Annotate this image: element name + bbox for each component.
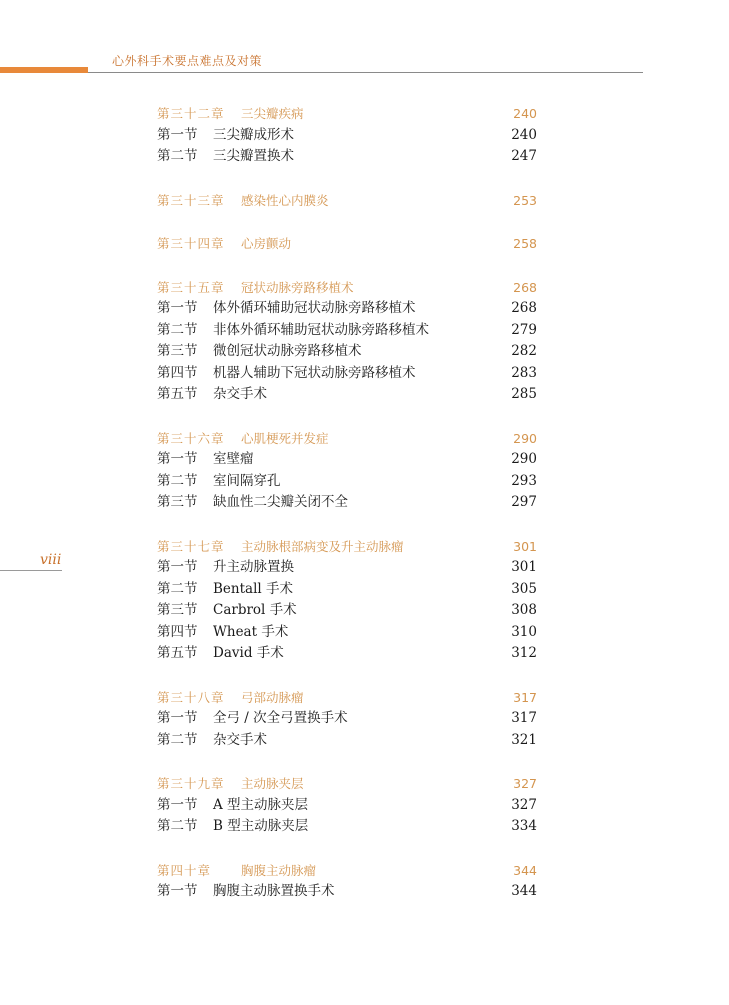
chapter-title: 心肌梗死并发症 [241, 430, 329, 446]
section-title: 机器人辅助下冠状动脉旁路移植术 [213, 364, 416, 381]
section-page: 327 [511, 796, 537, 813]
section-num: 第五节 [157, 645, 198, 661]
toc-chapter-entry[interactable] [157, 277, 537, 299]
chapter-title: 冠状动脉旁路移植术 [241, 279, 354, 295]
section-title: 非体外循环辅助冠状动脉旁路移植术 [213, 321, 429, 338]
toc-section-entry[interactable] [157, 320, 537, 342]
chapter-title: 胸腹主动脉瘤 [241, 862, 317, 878]
chapter-page: 327 [513, 776, 537, 791]
section-num: 第三节 [157, 494, 198, 510]
section-page: 282 [511, 343, 537, 359]
section-title: 三尖瓣成形术 [213, 126, 294, 143]
chapter-num: 第三十七章 [157, 538, 225, 554]
toc-section-entry[interactable] [157, 622, 537, 644]
chapter-num: 第三十二章 [157, 106, 225, 121]
section-num: 第三节 [157, 343, 198, 359]
section-title: David 手术 [213, 645, 284, 661]
section-title: B 型主动脉夹层 [213, 818, 309, 834]
toc-section-entry[interactable] [157, 643, 537, 665]
section-page: 285 [511, 386, 537, 402]
toc-chapter-entry[interactable] [157, 536, 537, 558]
section-title: 室间隔穿孔 [213, 472, 281, 489]
chapter-num: 第三十四章 [157, 236, 225, 251]
section-title: 三尖瓣置换术 [213, 148, 294, 164]
section-page: 321 [511, 731, 537, 748]
section-title: 体外循环辅助冠状动脉旁路移植术 [213, 300, 416, 316]
toc-section-entry[interactable] [157, 363, 537, 385]
toc-section-entry[interactable] [157, 341, 537, 363]
section-page: 312 [511, 645, 537, 661]
toc-section-entry[interactable] [157, 492, 537, 514]
section-title: Carbrol 手术 [213, 602, 297, 618]
section-num: 第一节 [157, 126, 198, 143]
section-num: 第一节 [157, 710, 198, 726]
toc-chapter-entry[interactable] [157, 190, 537, 212]
section-title: 胸腹主动脉置换手术 [213, 883, 335, 899]
toc-section-entry[interactable] [157, 298, 537, 320]
chapter-title: 感染性心内膜炎 [241, 192, 329, 208]
chapter-title: 主动脉根部病变及升主动脉瘤 [241, 538, 404, 554]
section-num: 第一节 [157, 300, 198, 316]
chapter-gap [157, 406, 537, 428]
chapter-page: 240 [513, 106, 537, 121]
toc-section-entry[interactable] [157, 146, 537, 168]
chapter-title: 主动脉夹层 [241, 776, 304, 791]
chapter-gap [157, 838, 537, 860]
toc-section-entry[interactable] [157, 471, 537, 493]
section-title: 杂交手术 [213, 386, 267, 402]
section-page: 334 [511, 818, 537, 834]
section-page: 297 [511, 494, 537, 510]
toc-section-entry[interactable] [157, 600, 537, 622]
chapter-gap [157, 665, 537, 687]
section-page: 344 [511, 883, 537, 899]
section-page: 308 [511, 602, 537, 618]
section-num: 第四节 [157, 623, 198, 640]
toc-section-entry[interactable] [157, 708, 537, 730]
section-page: 310 [511, 623, 537, 640]
section-num: 第二节 [157, 321, 198, 338]
section-num: 第五节 [157, 386, 198, 402]
chapter-page: 290 [513, 430, 537, 446]
section-num: 第一节 [157, 796, 198, 813]
section-title: 全弓 / 次全弓置换手术 [213, 710, 348, 726]
chapter-title: 弓部动脉瘤 [241, 689, 304, 705]
section-page: 317 [511, 710, 537, 726]
side-rule [0, 570, 62, 571]
chapter-gap [157, 168, 537, 190]
toc-section-entry[interactable] [157, 881, 537, 903]
section-num: 第一节 [157, 559, 198, 575]
section-page: 268 [511, 300, 537, 316]
section-page: 290 [511, 451, 537, 467]
table-of-contents [157, 103, 537, 903]
section-page: 247 [511, 148, 537, 164]
toc-section-entry[interactable] [157, 125, 537, 147]
toc-chapter-entry[interactable] [157, 103, 537, 125]
section-num: 第二节 [157, 580, 198, 597]
section-page: 240 [511, 126, 537, 143]
section-num: 第二节 [157, 731, 198, 748]
chapter-page: 258 [513, 236, 537, 251]
toc-chapter-entry[interactable] [157, 428, 537, 450]
toc-chapter-entry[interactable] [157, 773, 537, 795]
chapter-page: 344 [513, 862, 537, 878]
toc-chapter-entry[interactable] [157, 233, 537, 255]
section-page: 305 [511, 580, 537, 597]
section-title: 杂交手术 [213, 731, 267, 748]
section-title: A 型主动脉夹层 [213, 796, 309, 813]
toc-section-entry[interactable] [157, 579, 537, 601]
toc-section-entry[interactable] [157, 795, 537, 817]
section-title: 升主动脉置换 [213, 559, 294, 575]
chapter-page: 301 [513, 538, 537, 554]
section-page: 301 [511, 559, 537, 575]
section-title: 微创冠状动脉旁路移植术 [213, 343, 362, 359]
chapter-page: 253 [513, 192, 537, 208]
section-page: 283 [511, 364, 537, 381]
chapter-num: 第三十五章 [157, 279, 225, 295]
section-title: Bentall 手术 [213, 580, 294, 597]
chapter-gap [157, 255, 537, 277]
chapter-title: 三尖瓣疾病 [241, 106, 304, 121]
toc-section-entry[interactable] [157, 730, 537, 752]
toc-chapter-entry[interactable] [157, 687, 537, 709]
chapter-num: 第三十八章 [157, 689, 225, 705]
toc-section-entry[interactable] [157, 384, 537, 406]
section-title: Wheat 手术 [213, 623, 289, 640]
section-num: 第二节 [157, 472, 198, 489]
chapter-page: 317 [513, 689, 537, 705]
chapter-num: 第四十章 [157, 862, 212, 878]
chapter-gap [157, 211, 537, 233]
section-page: 279 [511, 321, 537, 338]
section-num: 第二节 [157, 148, 198, 164]
page-number: viii [40, 552, 62, 568]
toc-chapter-entry[interactable] [157, 860, 537, 882]
header-accent-bar [0, 67, 88, 73]
section-num: 第一节 [157, 883, 198, 899]
section-num: 第四节 [157, 364, 198, 381]
running-header-title: 心外科手术要点难点及对策 [112, 54, 263, 68]
chapter-title: 心房颤动 [241, 236, 292, 251]
section-page: 293 [511, 472, 537, 489]
chapter-page: 268 [513, 279, 537, 295]
chapter-num: 第三十九章 [157, 776, 225, 791]
chapter-gap [157, 514, 537, 536]
chapter-num: 第三十六章 [157, 430, 225, 446]
section-title: 缺血性二尖瓣关闭不全 [213, 494, 348, 510]
section-num: 第二节 [157, 818, 198, 834]
header-rule [88, 72, 643, 73]
section-num: 第三节 [157, 602, 198, 618]
toc-section-entry[interactable] [157, 449, 537, 471]
section-num: 第一节 [157, 451, 198, 467]
toc-section-entry[interactable] [157, 557, 537, 579]
toc-section-entry[interactable] [157, 816, 537, 838]
chapter-gap [157, 751, 537, 773]
chapter-num: 第三十三章 [157, 192, 225, 208]
section-title: 室壁瘤 [213, 451, 254, 467]
